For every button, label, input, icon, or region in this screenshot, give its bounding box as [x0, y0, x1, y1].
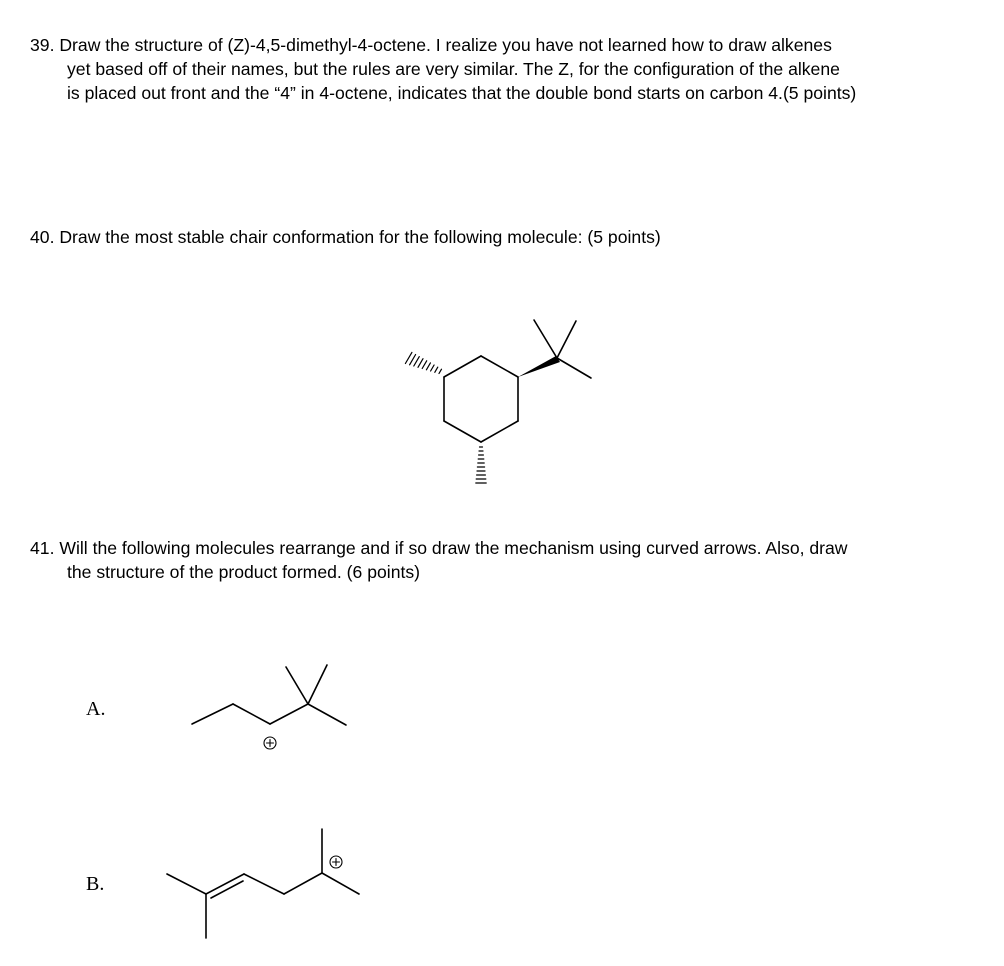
question-40-line-1: 40. Draw the most stable chair conformation for the following molecule: (5 points) — [30, 227, 661, 247]
question-41-line-2: the structure of the product formed. (6 points) — [67, 562, 421, 582]
carbocation-charge-b — [330, 856, 342, 868]
question-39-line-2: yet based off of their names, but the rules are very similar. The Z, for the configuration of the alkene — [67, 59, 840, 79]
question-39-line-3: is placed out front and the “4” in 4-octene, indicates that the double bond starts on carbon 4.(5 points) — [67, 83, 857, 103]
part-b-label: B. — [86, 873, 105, 895]
part-a-label: A. — [86, 698, 106, 720]
question-41-line-1: 41. Will the following molecules rearrange and if so draw the mechanism using curved arrows. Also, draw — [30, 538, 848, 558]
molecule-b-skeleton — [167, 829, 359, 938]
question-39-line-1: 39. Draw the structure of (Z)-4,5-dimethyl-4-octene. I realize you have not learned how to draw alkenes — [30, 35, 832, 55]
